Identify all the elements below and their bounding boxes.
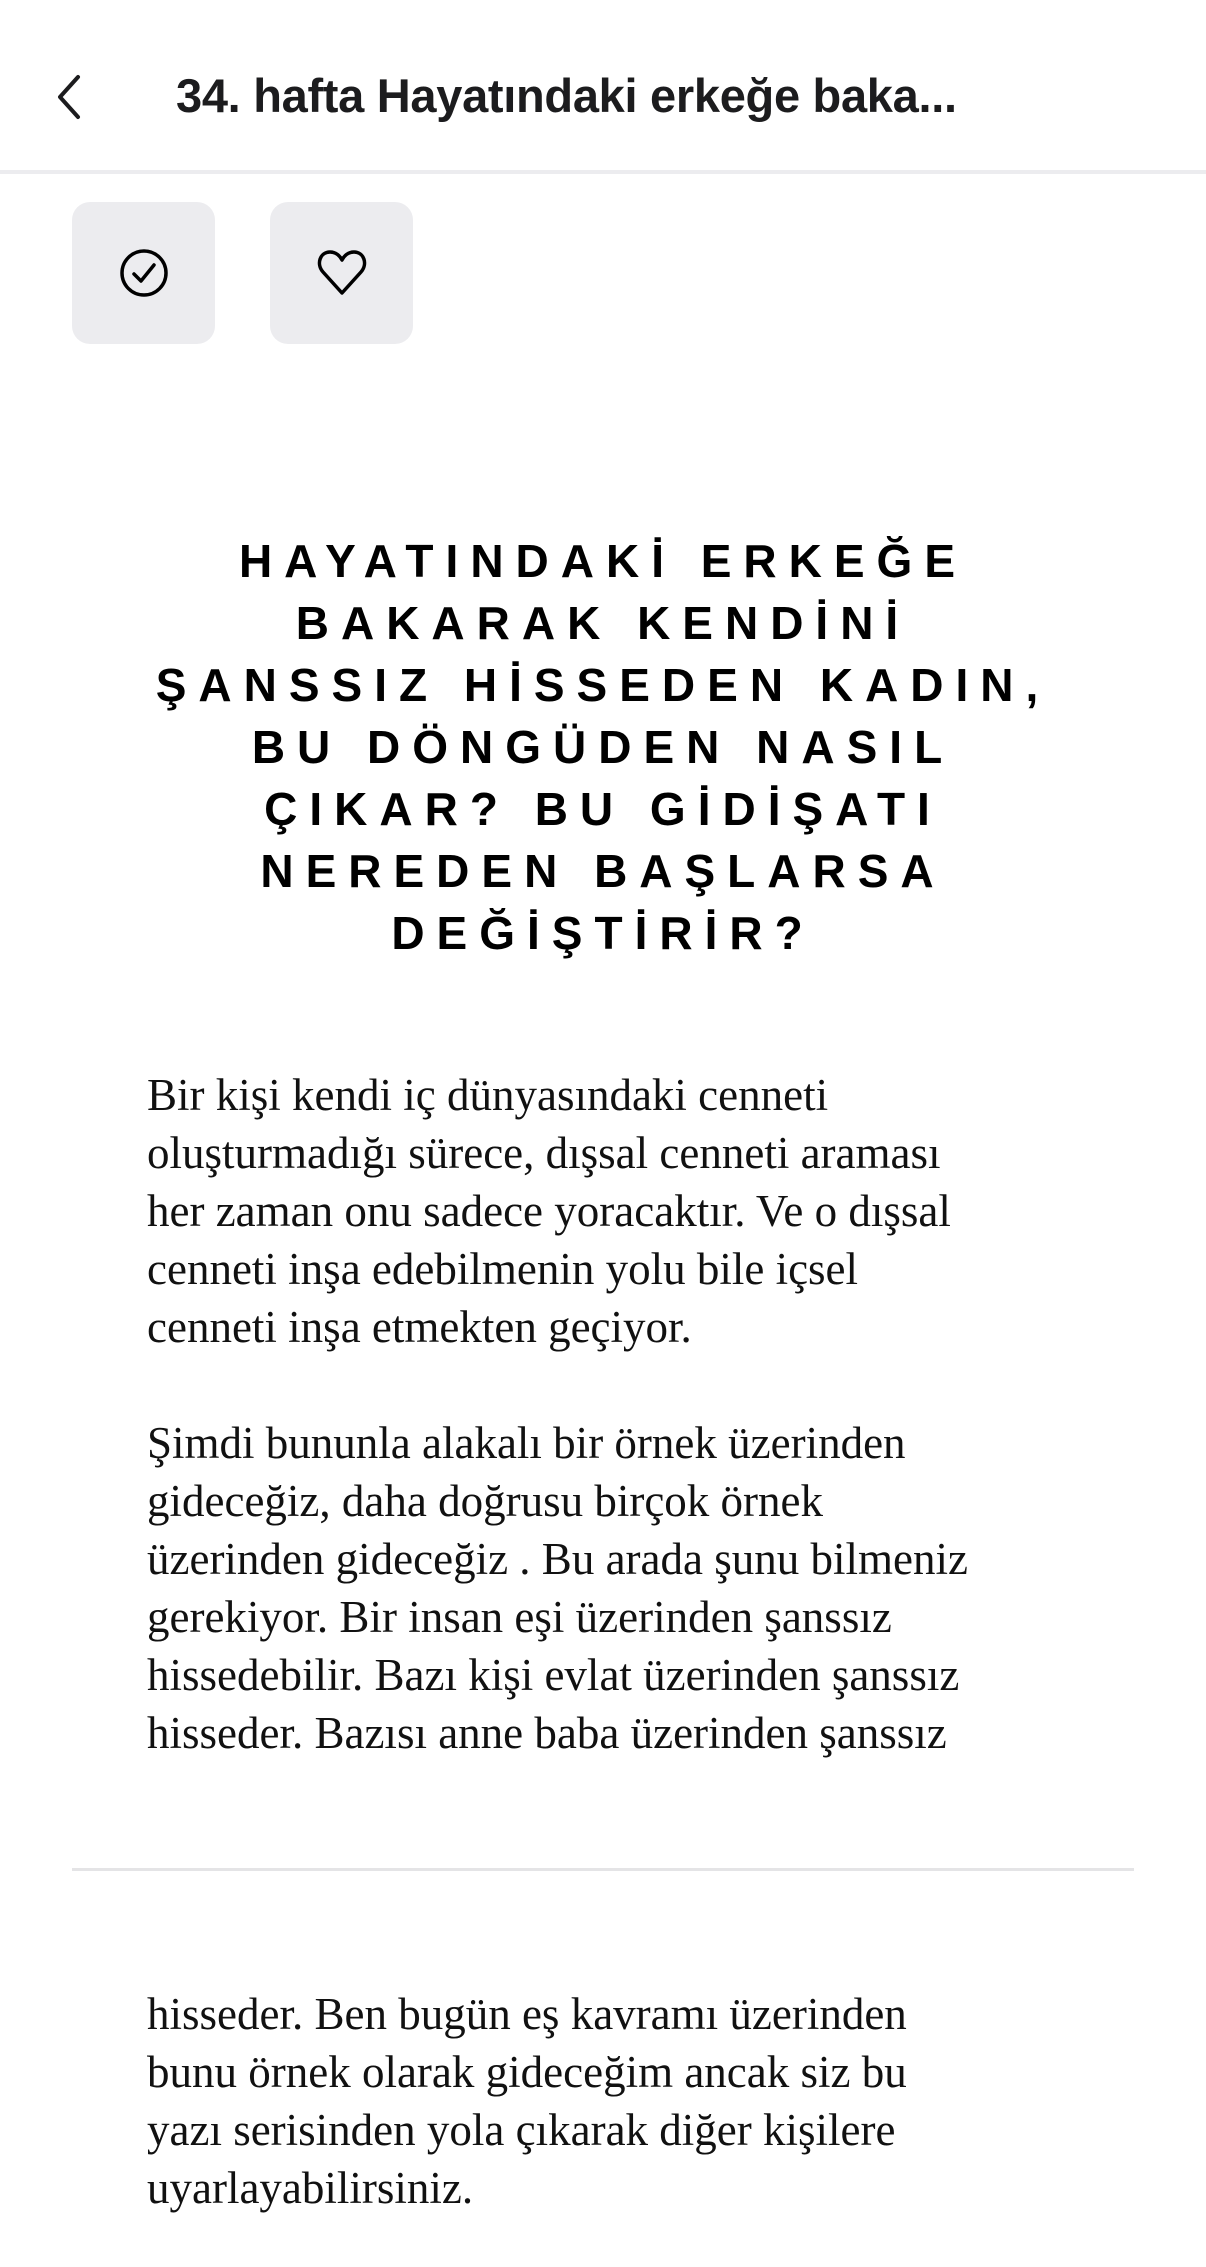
text-line: cenneti inşa etmekten geçiyor. — [147, 1302, 692, 1352]
text-line: yazı serisinden yola çıkarak diğer kişilere — [147, 2105, 896, 2155]
text-line: cenneti inşa edebilmenin yolu bile içsel — [147, 1244, 859, 1294]
top-bar — [0, 0, 1206, 174]
heading-line: BU DÖNGÜDEN NASIL — [251, 721, 955, 773]
text-line: her zaman onu sadece yoracaktır. Ve o dışsal — [147, 1186, 951, 1236]
page-title: 34. hafta Hayatındaki erkeğe baka... — [176, 69, 957, 122]
heading-line: NEREDEN BAŞLARSA — [260, 845, 946, 897]
text-line: hisseder. Bazısı anne baba üzerinden şanssız — [147, 1708, 947, 1758]
text-line: hissedebilir. Bazı kişi evlat üzerinden şanssız — [147, 1650, 960, 1700]
text-line: Şimdi bununla alakalı bir örnek üzerinden — [147, 1418, 906, 1468]
text-line: üzerinden gideceğiz . Bu arada şunu bilmeniz — [147, 1534, 968, 1584]
mark-complete-button[interactable] — [72, 202, 215, 344]
text-line: oluşturmadığı sürece, dışsal cenneti araması — [147, 1128, 941, 1178]
heading-line: DEĞİŞTİRİR? — [391, 907, 815, 959]
heading-line: ÇIKAR? BU GİDİŞATI — [264, 783, 942, 835]
paragraph-2 — [147, 1414, 968, 1762]
heading-line: HAYATINDAKİ ERKEĞE — [238, 535, 968, 587]
page-divider — [72, 1868, 1134, 1871]
back-button[interactable] — [52, 72, 92, 122]
chevron-left-icon — [52, 72, 92, 122]
favorite-button[interactable] — [270, 202, 413, 344]
text-line: hisseder. Ben bugün eş kavramı üzerinden — [147, 1989, 907, 2039]
text-line: bunu örnek olarak gideceğim ancak siz bu — [147, 2047, 907, 2097]
paragraph-1 — [147, 1066, 951, 1356]
heading-line: ŞANSSIZ HİSSEDEN KADIN, — [155, 659, 1051, 711]
heading-line: BAKARAK KENDİNİ — [295, 597, 911, 649]
text-line: gideceğiz, daha doğrusu birçok örnek — [147, 1476, 824, 1526]
paragraph-3 — [147, 1985, 907, 2217]
text-line: Bir kişi kendi iç dünyasındaki cenneti — [147, 1070, 829, 1120]
check-circle-icon — [118, 247, 170, 299]
article-heading — [0, 530, 1206, 964]
heart-icon — [315, 248, 369, 298]
text-line: uyarlayabilirsiniz. — [147, 2163, 474, 2213]
text-line: gerekiyor. Bir insan eşi üzerinden şanssız — [147, 1592, 892, 1642]
